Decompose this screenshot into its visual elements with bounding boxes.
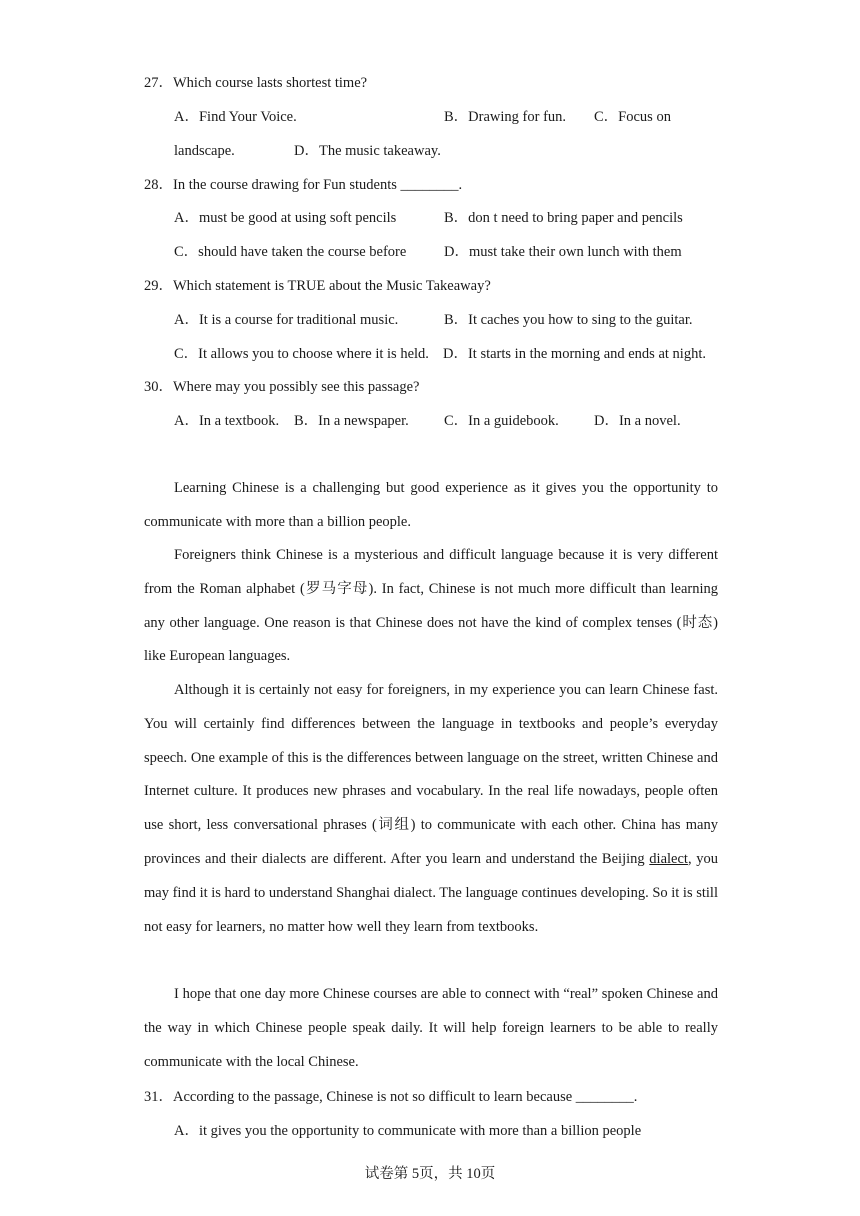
question-30-option-a: A．In a textbook.: [174, 413, 280, 429]
question-28-option-b: B．don t need to bring paper and pencils: [444, 210, 683, 226]
question-31-option-a: A．it gives you the opportunity to communicate with more than a billion people: [174, 1123, 642, 1139]
passage-paragraph-2: Foreigners think Chinese is a mysterious and difficult language because it is very different from the Roman alphabet (罗马字母). In fact, Chinese is not much more difficult than learning any other language. One reason is that Chinese does not have the kind of complex tenses (时态) like European languages.: [144, 547, 718, 665]
question-27-option-c: C．Focus on: [594, 109, 671, 125]
passage-paragraph-1: Learning Chinese is a challenging but good experience as it gives you the opportunity to communicate with more than a billion people.: [144, 480, 718, 530]
underlined-word-dialect: dialect: [649, 850, 688, 867]
question-30-option-c: C．In a guidebook.: [444, 413, 559, 429]
page-footer: 试卷第 5页，共 10页: [364, 1166, 496, 1182]
question-27-option-a: A．Find Your Voice.: [174, 109, 297, 125]
question-31-stem: 31．According to the passage, Chinese is not so difficult to learn because ________.: [144, 1089, 638, 1105]
passage-paragraph-3-text-before: Although it is certainly not easy for foreigners, in my experience you can learn Chinese fast. You will certainly find differences between the language in textbooks and people’s everyday speech. One example of this is the differences between language on the street, written Chinese and Internet culture. It produces new phrases and vocabulary. In the real life nowadays, people often use short, less conversational phrases (词组) to communicate with each other. China has many provinces and their dialects are different. After you learn and understand the Beijing: [144, 682, 718, 867]
question-28-option-d: D．must take their own lunch with them: [444, 244, 682, 260]
question-27-stem: 27．Which course lasts shortest time?: [144, 75, 368, 91]
question-27-option-b: B．Drawing for fun.: [444, 109, 567, 125]
passage-paragraph-3: [144, 674, 718, 944]
question-29-option-a: A．It is a course for traditional music.: [174, 312, 399, 328]
question-29-option-d: D．It starts in the morning and ends at night.: [443, 346, 706, 362]
question-30-option-d: D．In a novel.: [594, 413, 681, 429]
question-29-stem: 29．Which statement is TRUE about the Music Takeaway?: [144, 278, 491, 294]
question-30-option-b: B．In a newspaper.: [294, 413, 409, 429]
question-29-option-b: B．It caches you how to sing to the guitar.: [444, 312, 693, 328]
question-29-option-c: C．It allows you to choose where it is held.: [174, 346, 429, 362]
question-27-option-c-continued: landscape.: [174, 143, 235, 159]
question-30-stem: 30．Where may you possibly see this passage?: [144, 379, 420, 395]
question-27-option-d: D．The music takeaway.: [294, 143, 441, 159]
passage-paragraph-3-text-after: , you may find it is hard to understand Shanghai dialect. The language continues developing. So it is still not easy for learners, no matter how well they learn from textbooks.: [144, 850, 718, 935]
passage-paragraph-4: I hope that one day more Chinese courses are able to connect with “real” spoken Chinese and the way in which Chinese people speak daily. It will help foreign learners to be able to really communicate with the local Chinese.: [144, 986, 718, 1070]
question-28-option-c: C．should have taken the course before: [174, 244, 407, 260]
question-28-stem: 28．In the course drawing for Fun students ________.: [144, 177, 463, 193]
question-28-option-a: A．must be good at using soft pencils: [174, 210, 397, 226]
